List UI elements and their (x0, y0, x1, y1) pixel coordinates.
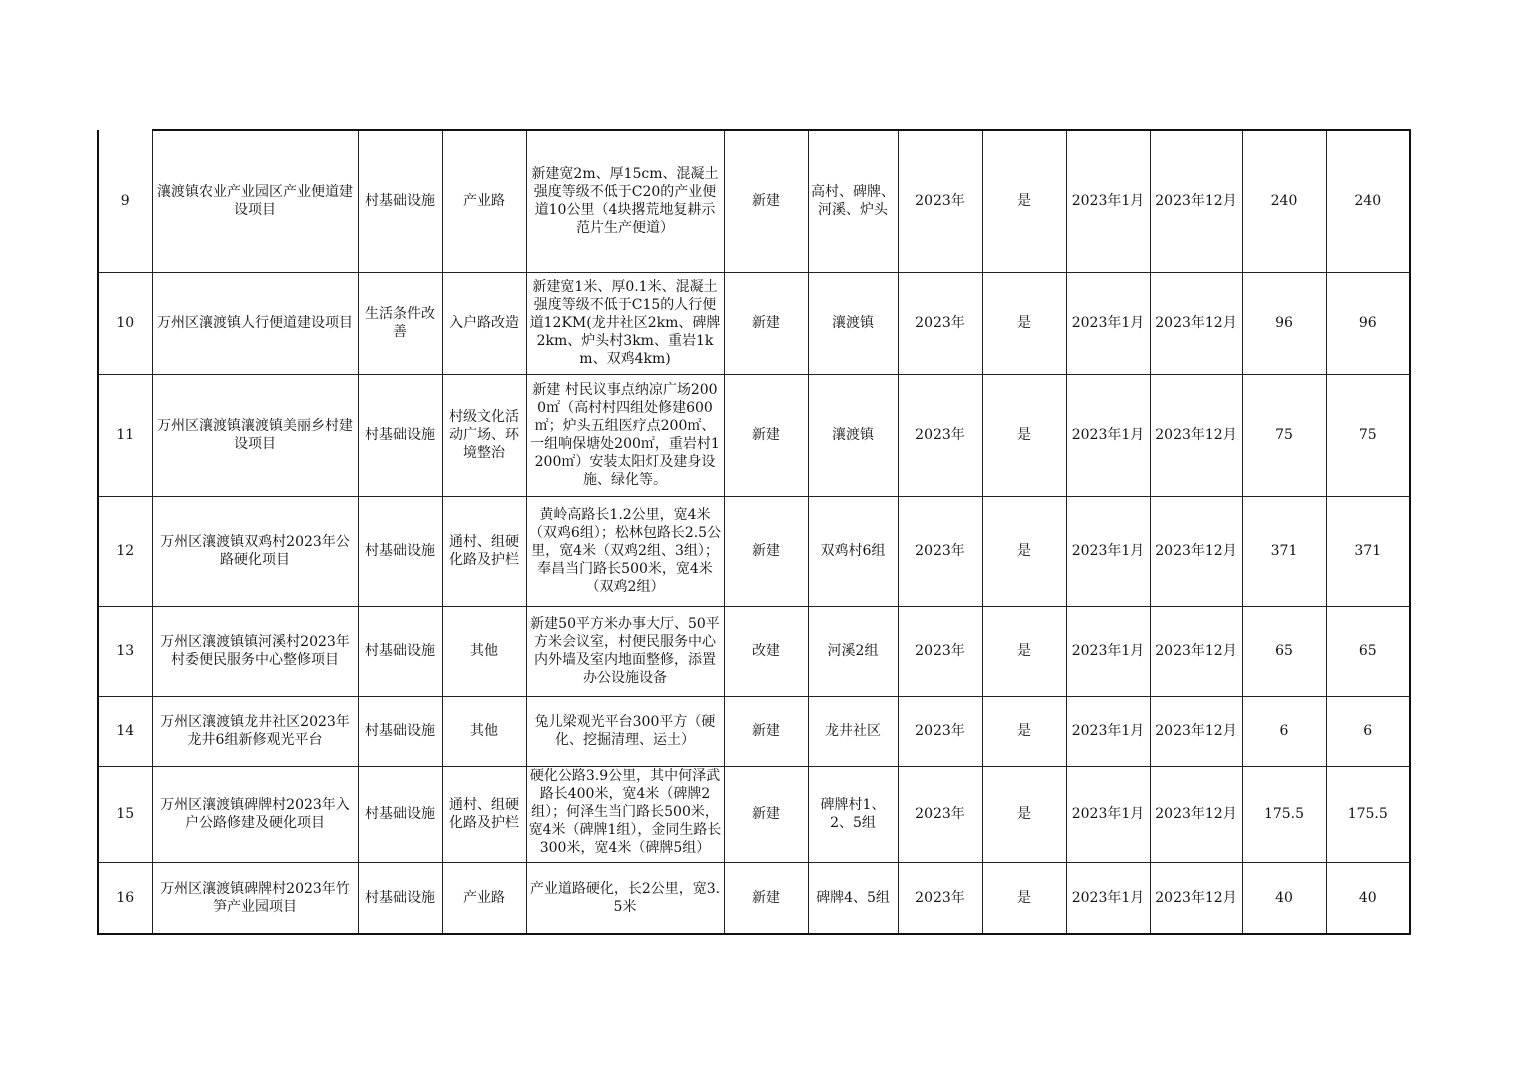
project-year: 2023年 (898, 374, 982, 496)
table-row (98, 696, 1410, 766)
project-year: 2023年 (898, 272, 982, 374)
project-category: 村基础设施 (358, 496, 442, 606)
table-row (98, 766, 1410, 862)
construction-content: 新建50平方米办事大厅、50平方米会议室，村便民服务中心内外墙及室内地面整修，添置办公设施设备 (526, 606, 724, 696)
construction-nature: 新建 (724, 496, 808, 606)
row-number: 14 (98, 696, 152, 766)
construction-nature: 新建 (724, 766, 808, 862)
end-date: 2023年12月 (1150, 766, 1242, 862)
project-subcategory: 产业路 (442, 862, 526, 934)
construction-content: 新建宽2m、厚15cm、混凝土强度等级不低于C20的产业便道10公里（4块撂荒地复耕示范片生产便道） (526, 130, 724, 272)
end-date: 2023年12月 (1150, 606, 1242, 696)
project-subcategory: 其他 (442, 696, 526, 766)
fund-amount: 40 (1326, 862, 1410, 934)
project-category: 村基础设施 (358, 374, 442, 496)
construction-nature: 新建 (724, 696, 808, 766)
yes-no-flag: 是 (982, 272, 1066, 374)
fund-amount: 6 (1326, 696, 1410, 766)
fund-amount: 65 (1326, 606, 1410, 696)
project-subcategory: 其他 (442, 606, 526, 696)
fund-amount: 175.5 (1326, 766, 1410, 862)
table-row (98, 130, 1410, 272)
construction-content: 新建 村民议事点纳凉广场2000㎡（高村村四组处修建600㎡；炉头五组医疗点200㎡、一组响保塘处200㎡，重岩村1200㎡）安装太阳灯及建身设施、绿化等。 (526, 374, 724, 496)
construction-content (526, 766, 724, 862)
table-row (98, 374, 1410, 496)
row-number: 9 (98, 130, 152, 272)
yes-no-flag: 是 (982, 374, 1066, 496)
construction-content: 产业道路硬化，长2公里，宽3.5米 (526, 862, 724, 934)
start-date: 2023年1月 (1066, 862, 1150, 934)
project-year: 2023年 (898, 496, 982, 606)
project-category: 村基础设施 (358, 862, 442, 934)
row-number: 15 (98, 766, 152, 862)
construction-content: 黄岭高路长1.2公里，宽4米（双鸡6组）；松林包路长2.5公里，宽4米（双鸡2组、3组）；奉昌当门路长500米，宽4米（双鸡2组） (526, 496, 724, 606)
row-number: 12 (98, 496, 152, 606)
project-name: 万州区瀼渡镇人行便道建设项目 (152, 272, 358, 374)
row-number: 13 (98, 606, 152, 696)
fund-amount: 96 (1326, 272, 1410, 374)
project-name: 万州区瀼渡镇龙井社区2023年龙井6组新修观光平台 (152, 696, 358, 766)
project-category: 村基础设施 (358, 696, 442, 766)
project-name: 万州区瀼渡镇碑牌村2023年入户公路修建及硬化项目 (152, 766, 358, 862)
yes-no-flag: 是 (982, 130, 1066, 272)
project-name: 万州区瀼渡镇碑牌村2023年竹笋产业园项目 (152, 862, 358, 934)
project-name: 瀼渡镇农业产业园区产业便道建设项目 (152, 130, 358, 272)
end-date: 2023年12月 (1150, 272, 1242, 374)
fund-amount: 240 (1326, 130, 1410, 272)
project-location: 双鸡村6组 (808, 496, 898, 606)
project-category: 村基础设施 (358, 766, 442, 862)
project-subcategory: 通村、组硬化路及护栏 (442, 766, 526, 862)
project-location: 碑牌村1、2、5组 (808, 766, 898, 862)
end-date: 2023年12月 (1150, 374, 1242, 496)
yes-no-flag: 是 (982, 606, 1066, 696)
end-date: 2023年12月 (1150, 696, 1242, 766)
construction-content: 新建宽1米、厚0.1米、混凝土强度等级不低于C15的人行便道12KM(龙井社区2km、碑牌2km、炉头村3km、重岩1km、双鸡4km) (526, 272, 724, 374)
project-subcategory: 村级文化活动广场、环境整治 (442, 374, 526, 496)
project-category: 村基础设施 (358, 606, 442, 696)
table-row (98, 272, 1410, 374)
project-year: 2023年 (898, 696, 982, 766)
project-location: 碑牌4、5组 (808, 862, 898, 934)
construction-nature: 新建 (724, 862, 808, 934)
total-investment: 6 (1242, 696, 1326, 766)
project-subcategory: 入户路改造 (442, 272, 526, 374)
start-date: 2023年1月 (1066, 496, 1150, 606)
table-row (98, 862, 1410, 934)
start-date: 2023年1月 (1066, 696, 1150, 766)
construction-content-text: 硬化公路3.9公里，其中何泽武路长400米，宽4米（碑牌2组）；何泽生当门路长500米，宽4米（碑牌1组），金同生路长300米，宽4米（碑牌5组） (528, 768, 722, 856)
construction-nature: 新建 (724, 130, 808, 272)
start-date: 2023年1月 (1066, 606, 1150, 696)
start-date: 2023年1月 (1066, 130, 1150, 272)
end-date: 2023年12月 (1150, 130, 1242, 272)
project-table (97, 129, 1411, 935)
construction-nature: 新建 (724, 374, 808, 496)
total-investment: 96 (1242, 272, 1326, 374)
total-investment: 75 (1242, 374, 1326, 496)
table-row (98, 606, 1410, 696)
project-subcategory: 产业路 (442, 130, 526, 272)
start-date: 2023年1月 (1066, 374, 1150, 496)
construction-nature: 新建 (724, 272, 808, 374)
construction-nature: 改建 (724, 606, 808, 696)
end-date: 2023年12月 (1150, 862, 1242, 934)
project-name: 万州区瀼渡镇瀼渡镇美丽乡村建设项目 (152, 374, 358, 496)
row-number: 10 (98, 272, 152, 374)
project-location: 瀼渡镇 (808, 272, 898, 374)
end-date: 2023年12月 (1150, 496, 1242, 606)
project-year: 2023年 (898, 766, 982, 862)
table-row (98, 496, 1410, 606)
project-year: 2023年 (898, 862, 982, 934)
row-number: 16 (98, 862, 152, 934)
project-subcategory: 通村、组硬化路及护栏 (442, 496, 526, 606)
project-location: 河溪2组 (808, 606, 898, 696)
project-category: 生活条件改善 (358, 272, 442, 374)
project-name: 万州区瀼渡镇镇河溪村2023年村委便民服务中心整修项目 (152, 606, 358, 696)
yes-no-flag: 是 (982, 766, 1066, 862)
project-year: 2023年 (898, 606, 982, 696)
yes-no-flag: 是 (982, 862, 1066, 934)
project-location: 龙井社区 (808, 696, 898, 766)
project-category: 村基础设施 (358, 130, 442, 272)
total-investment: 175.5 (1242, 766, 1326, 862)
project-location: 高村、碑牌、河溪、炉头 (808, 130, 898, 272)
yes-no-flag: 是 (982, 496, 1066, 606)
project-name: 万州区瀼渡镇双鸡村2023年公路硬化项目 (152, 496, 358, 606)
start-date: 2023年1月 (1066, 766, 1150, 862)
total-investment: 65 (1242, 606, 1326, 696)
project-location: 瀼渡镇 (808, 374, 898, 496)
construction-content: 兔儿梁观光平台300平方（硬化、挖掘清理、运土） (526, 696, 724, 766)
start-date: 2023年1月 (1066, 272, 1150, 374)
total-investment: 40 (1242, 862, 1326, 934)
project-year: 2023年 (898, 130, 982, 272)
row-number: 11 (98, 374, 152, 496)
fund-amount: 75 (1326, 374, 1410, 496)
total-investment: 240 (1242, 130, 1326, 272)
fund-amount: 371 (1326, 496, 1410, 606)
yes-no-flag: 是 (982, 696, 1066, 766)
total-investment: 371 (1242, 496, 1326, 606)
